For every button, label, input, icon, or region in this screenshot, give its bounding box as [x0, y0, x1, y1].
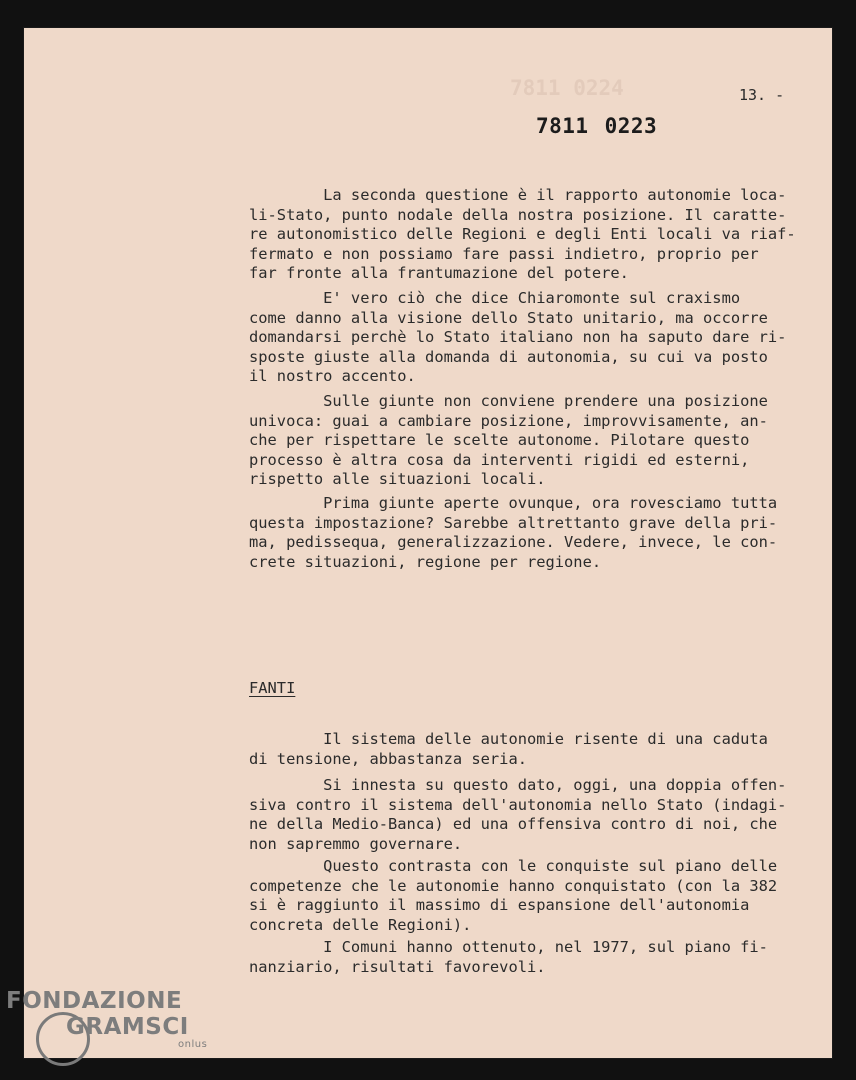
bleed-through-stamp: 7811 0224	[510, 76, 624, 100]
watermark-line1: FONDAZIONE	[6, 988, 183, 1014]
page-number: 13. -	[739, 86, 785, 104]
paragraph: La seconda questione è il rapporto autonomie loca- li-Stato, punto nodale della nostra posizione. Il caratte- re autonomistico delle Regioni e degli Enti locali va riaf- fermato e non possiamo fare passi indietro, proprio per far fronte alla frantumazione del potere.	[249, 186, 796, 282]
paragraph: I Comuni hanno ottenuto, nel 1977, sul piano fi- nanziario, risultati favorevoli.	[249, 938, 768, 976]
paragraph: Prima giunte aperte ovunque, ora rovesciamo tutta questa impostazione? Sarebbe altrettanto grave della pri- ma, pedissequa, generalizzazione. Vedere, invece, le con- crete situazioni, regione per regione.	[249, 494, 778, 571]
paragraph: E' vero ciò che dice Chiaromonte sul craxismo come danno alla visione dello Stato unitario, ma occorre domandarsi perchè lo Stato italiano non ha saputo dare ri- sposte giuste alla domanda di autonomia, su cui va posto il nostro accento.	[249, 289, 787, 385]
watermark-line2: GRAMSCI	[66, 1014, 189, 1040]
paragraph: Si innesta su questo dato, oggi, una doppia offen- siva contro il sistema dell'autonomia nello Stato (indagi- ne della Medio-Banca) ed una offensiva contro di noi, che non sapremmo governare.	[249, 776, 787, 853]
stamp-number: 0223	[604, 114, 658, 138]
paragraph: Questo contrasta con le conquiste sul piano delle competenze che le autonomie hanno conquistato (con la 382 si è raggiunto il massimo di espansione dell'autonomia concreta delle Regioni).	[249, 857, 778, 934]
watermark	[6, 988, 207, 1050]
stamp-series: 7811	[536, 114, 589, 138]
paragraph: Sulle giunte non conviene prendere una posizione univoca: guai a cambiare posizione, improvvisamente, an- che per rispettare le scelte autonome. Pilotare questo processo è altra cosa da interventi rigidi ed esterni, rispetto alle situazioni locali.	[249, 392, 768, 488]
speaker-heading: FANTI	[249, 679, 296, 697]
archive-stamp	[536, 114, 673, 138]
paragraph: Il sistema delle autonomie risente di una caduta di tensione, abbastanza seria.	[249, 730, 768, 768]
watermark-line3: onlus	[178, 1039, 208, 1050]
